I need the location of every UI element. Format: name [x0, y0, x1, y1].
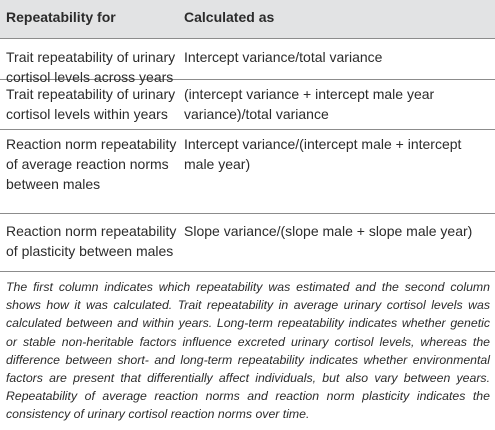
header-repeatability-for: Repeatability for — [6, 9, 116, 25]
table-row — [0, 80, 495, 130]
row-formula: Intercept variance/total variance — [184, 49, 383, 65]
table-footnote: The first column indicates which repeatability was estimated and the second column shows how it was calculated. Trait repeatability in average urinary cortisol levels was calculated between and within years. Long-term repeatability indicates whether genetic or stable non-heritable factors influence excreted urinary cortisol levels, whereas the difference between short- and long-term repeatability indicates whether environmental factors are present that differentially affect individuals, but also vary between years. Repeatability of average reaction norms and reaction norm plasticity indicates the consistency of urinary cortisol reaction norms over time. — [6, 280, 490, 422]
row-measure: Trait repeatability of urinary cortisol levels within years — [6, 86, 176, 122]
row-measure: Reaction norm repeatability of average reaction norms between males — [6, 136, 177, 192]
table-row — [0, 130, 495, 214]
row-measure: Trait repeatability of urinary cortisol levels across years — [6, 49, 176, 85]
table-row — [0, 214, 495, 272]
row-formula: (intercept variance + intercept male year variance)/total variance — [184, 86, 435, 122]
row-formula: Slope variance/(slope male + slope male year) — [184, 223, 473, 239]
table-row — [0, 39, 495, 85]
row-formula: Intercept variance/(intercept male + intercept male year) — [184, 136, 462, 172]
table-header-row — [0, 0, 495, 39]
row-measure: Reaction norm repeatability of plasticity between males — [6, 223, 177, 259]
header-calculated-as: Calculated as — [184, 9, 275, 25]
